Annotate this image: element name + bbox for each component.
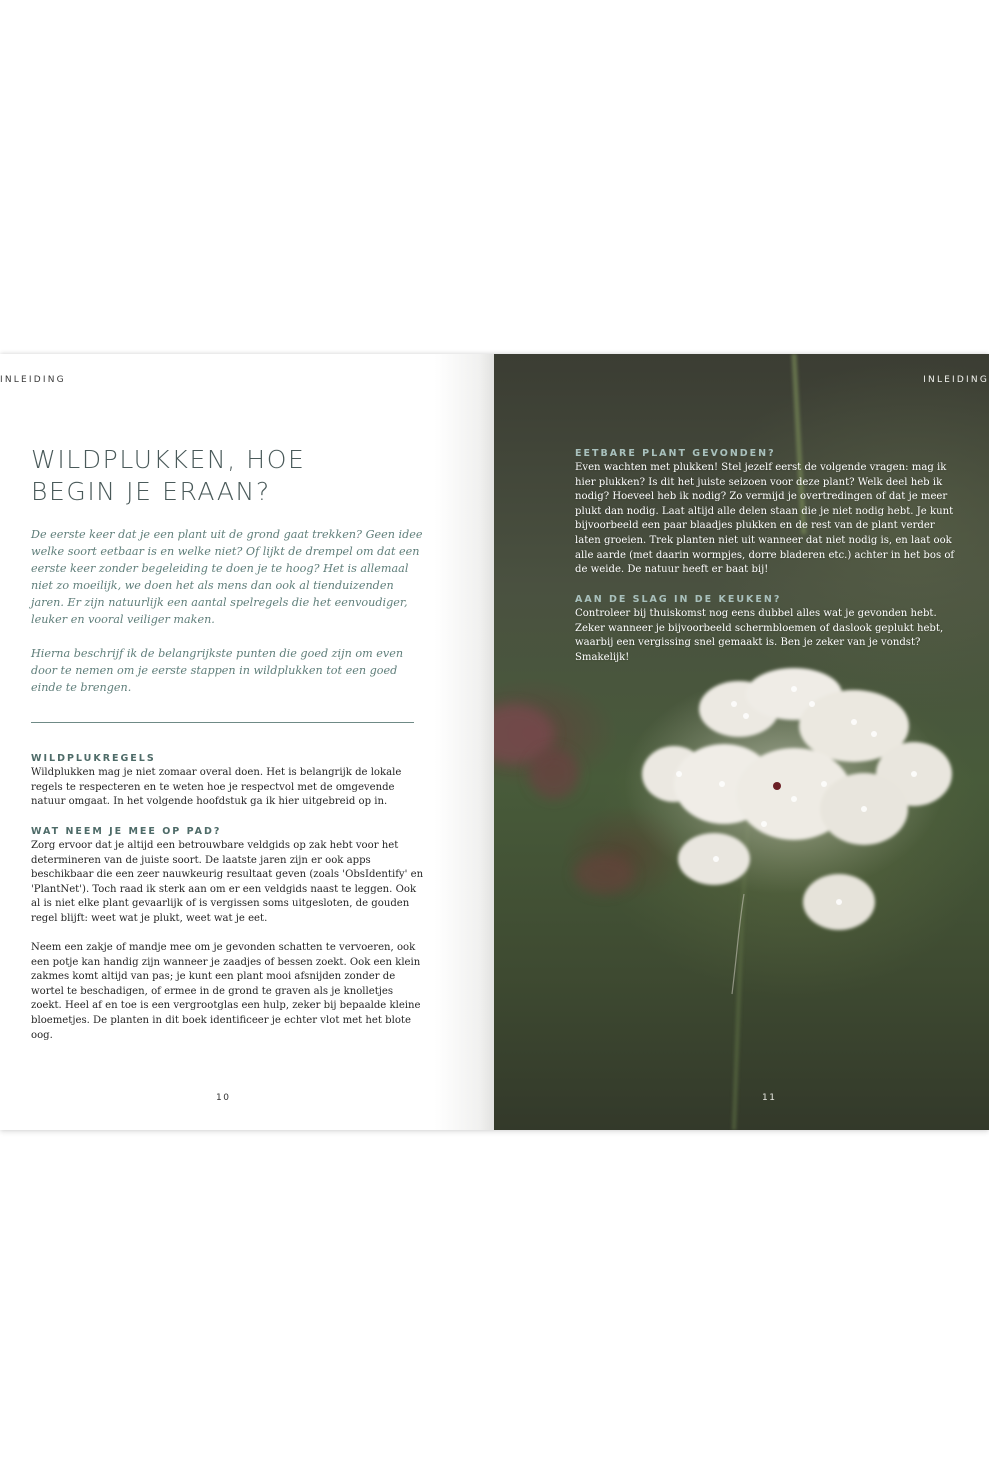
book-spread	[0, 354, 989, 1130]
heading-wildplukregels: WILDPLUKREGELS	[31, 753, 156, 764]
body-wat-neem-je-mee-2: Neem een zakje of mandje mee om je gevonden schatten te vervoeren, ook een potje kan handig zijn wanneer je zaadjes of bessen zoekt. Ook een klein zakmes komt altijd van pas; je kunt een plant mooi afsnijden zonder de wortel te beschadigen, of ermee in de grond te graven als je knolletjes zoekt. Heel af en toe is een vergrootglas een hulp, zeker bij bepaalde kleine bloemetjes. De planten in dit boek identificeer je echter vlot met het blote oog.	[31, 942, 421, 1041]
intro-paragraph-1: De eerste keer dat je een plant uit de grond gaat trekken? Geen idee welke soort eetbaar is en welke niet? Of lijkt de drempel om dat een eerste keer zonder begeleiding te doen je te hoog? Het is allemaal niet zo moeilijk, we doen het als mens dan ook al tienduizenden jaren. Er zijn natuurlijk een aantal spelregels die het eenvoudiger, leuker en vooral veiliger maken.	[31, 528, 423, 626]
running-head-left: INLEIDING	[0, 375, 66, 385]
page-number-left: 10	[216, 1093, 231, 1103]
heading-aan-de-slag: AAN DE SLAG IN DE KEUKEN?	[575, 594, 782, 605]
title-line-1: WILDPLUKKEN, HOE	[31, 445, 306, 474]
body-eetbare-plant: Even wachten met plukken! Stel jezelf eerst de volgende vragen: mag ik hier plukken? Is dit het juiste seizoen voor deze plant? Welk deel heb ik nodig? Hoeveel heb ik nodig? Zo vermijd je overtredingen of dat je meer plukt dan nodig. Laat altijd alle delen staan die je niet nodig hebt. Je kunt bijvoorbeeld een paar blaadjes plukken en de rest van de plant verder laten groeien. Trek planten niet uit wanneer dat niet nodig is, en laat ook alle aarde (met daarin wormpjes, dorre bladeren etc.) achter in het bos of de weide. De natuur heeft er baat bij!	[575, 462, 955, 576]
title-line-2: BEGIN JE ERAAN?	[31, 477, 271, 506]
heading-wat-neem-je-mee: WAT NEEM JE MEE OP PAD?	[31, 826, 222, 837]
dark-center-floret	[773, 782, 781, 790]
page-title	[31, 444, 451, 508]
body-wat-neem-je-mee-1: Zorg ervoor dat je altijd een betrouwbare veldgids op zak hebt voor het determineren van de juiste soort. De laatste jaren zijn er ook apps beschikbaar die een zeer nauwkeurig resultaat geven (zoals 'ObsIdentify' en 'PlantNet'). Toch raad ik sterk aan om er een veldgids naast te leggen. Ook al is niet elke plant gevaarlijk of is vergissen soms uitgesloten, de gouden regel blijft: weet wat je plukt, weet wat je eet.	[31, 840, 424, 924]
right-page	[494, 354, 989, 1130]
body-aan-de-slag: Controleer bij thuiskomst nog eens dubbel alles wat je gevonden hebt. Zeker wanneer je bijvoorbeeld schermbloemen of daslook geplukt hebt, waarbij een vergissing snel gemaakt is. Ben je zeker van je vondst? Smakelijk!	[575, 608, 944, 663]
divider	[31, 722, 414, 723]
running-head-right: INLEIDING	[923, 375, 989, 385]
left-page	[0, 354, 494, 1130]
page-number-right: 11	[762, 1093, 777, 1103]
intro-paragraph-2: Hierna beschrijf ik de belangrijkste punten die goed zijn om even door te nemen om je eerste stappen in wildplukken tot een goed einde te brengen.	[31, 647, 404, 694]
heading-eetbare-plant: EETBARE PLANT GEVONDEN?	[575, 448, 776, 459]
body-wildplukregels: Wildplukken mag je niet zomaar overal doen. Het is belangrijk de lokale regels te respecteren en te weten hoe je respectvol met de omgevende natuur omgaat. In het volgende hoofdstuk ga ik hier uitgebreid op in.	[31, 767, 402, 808]
